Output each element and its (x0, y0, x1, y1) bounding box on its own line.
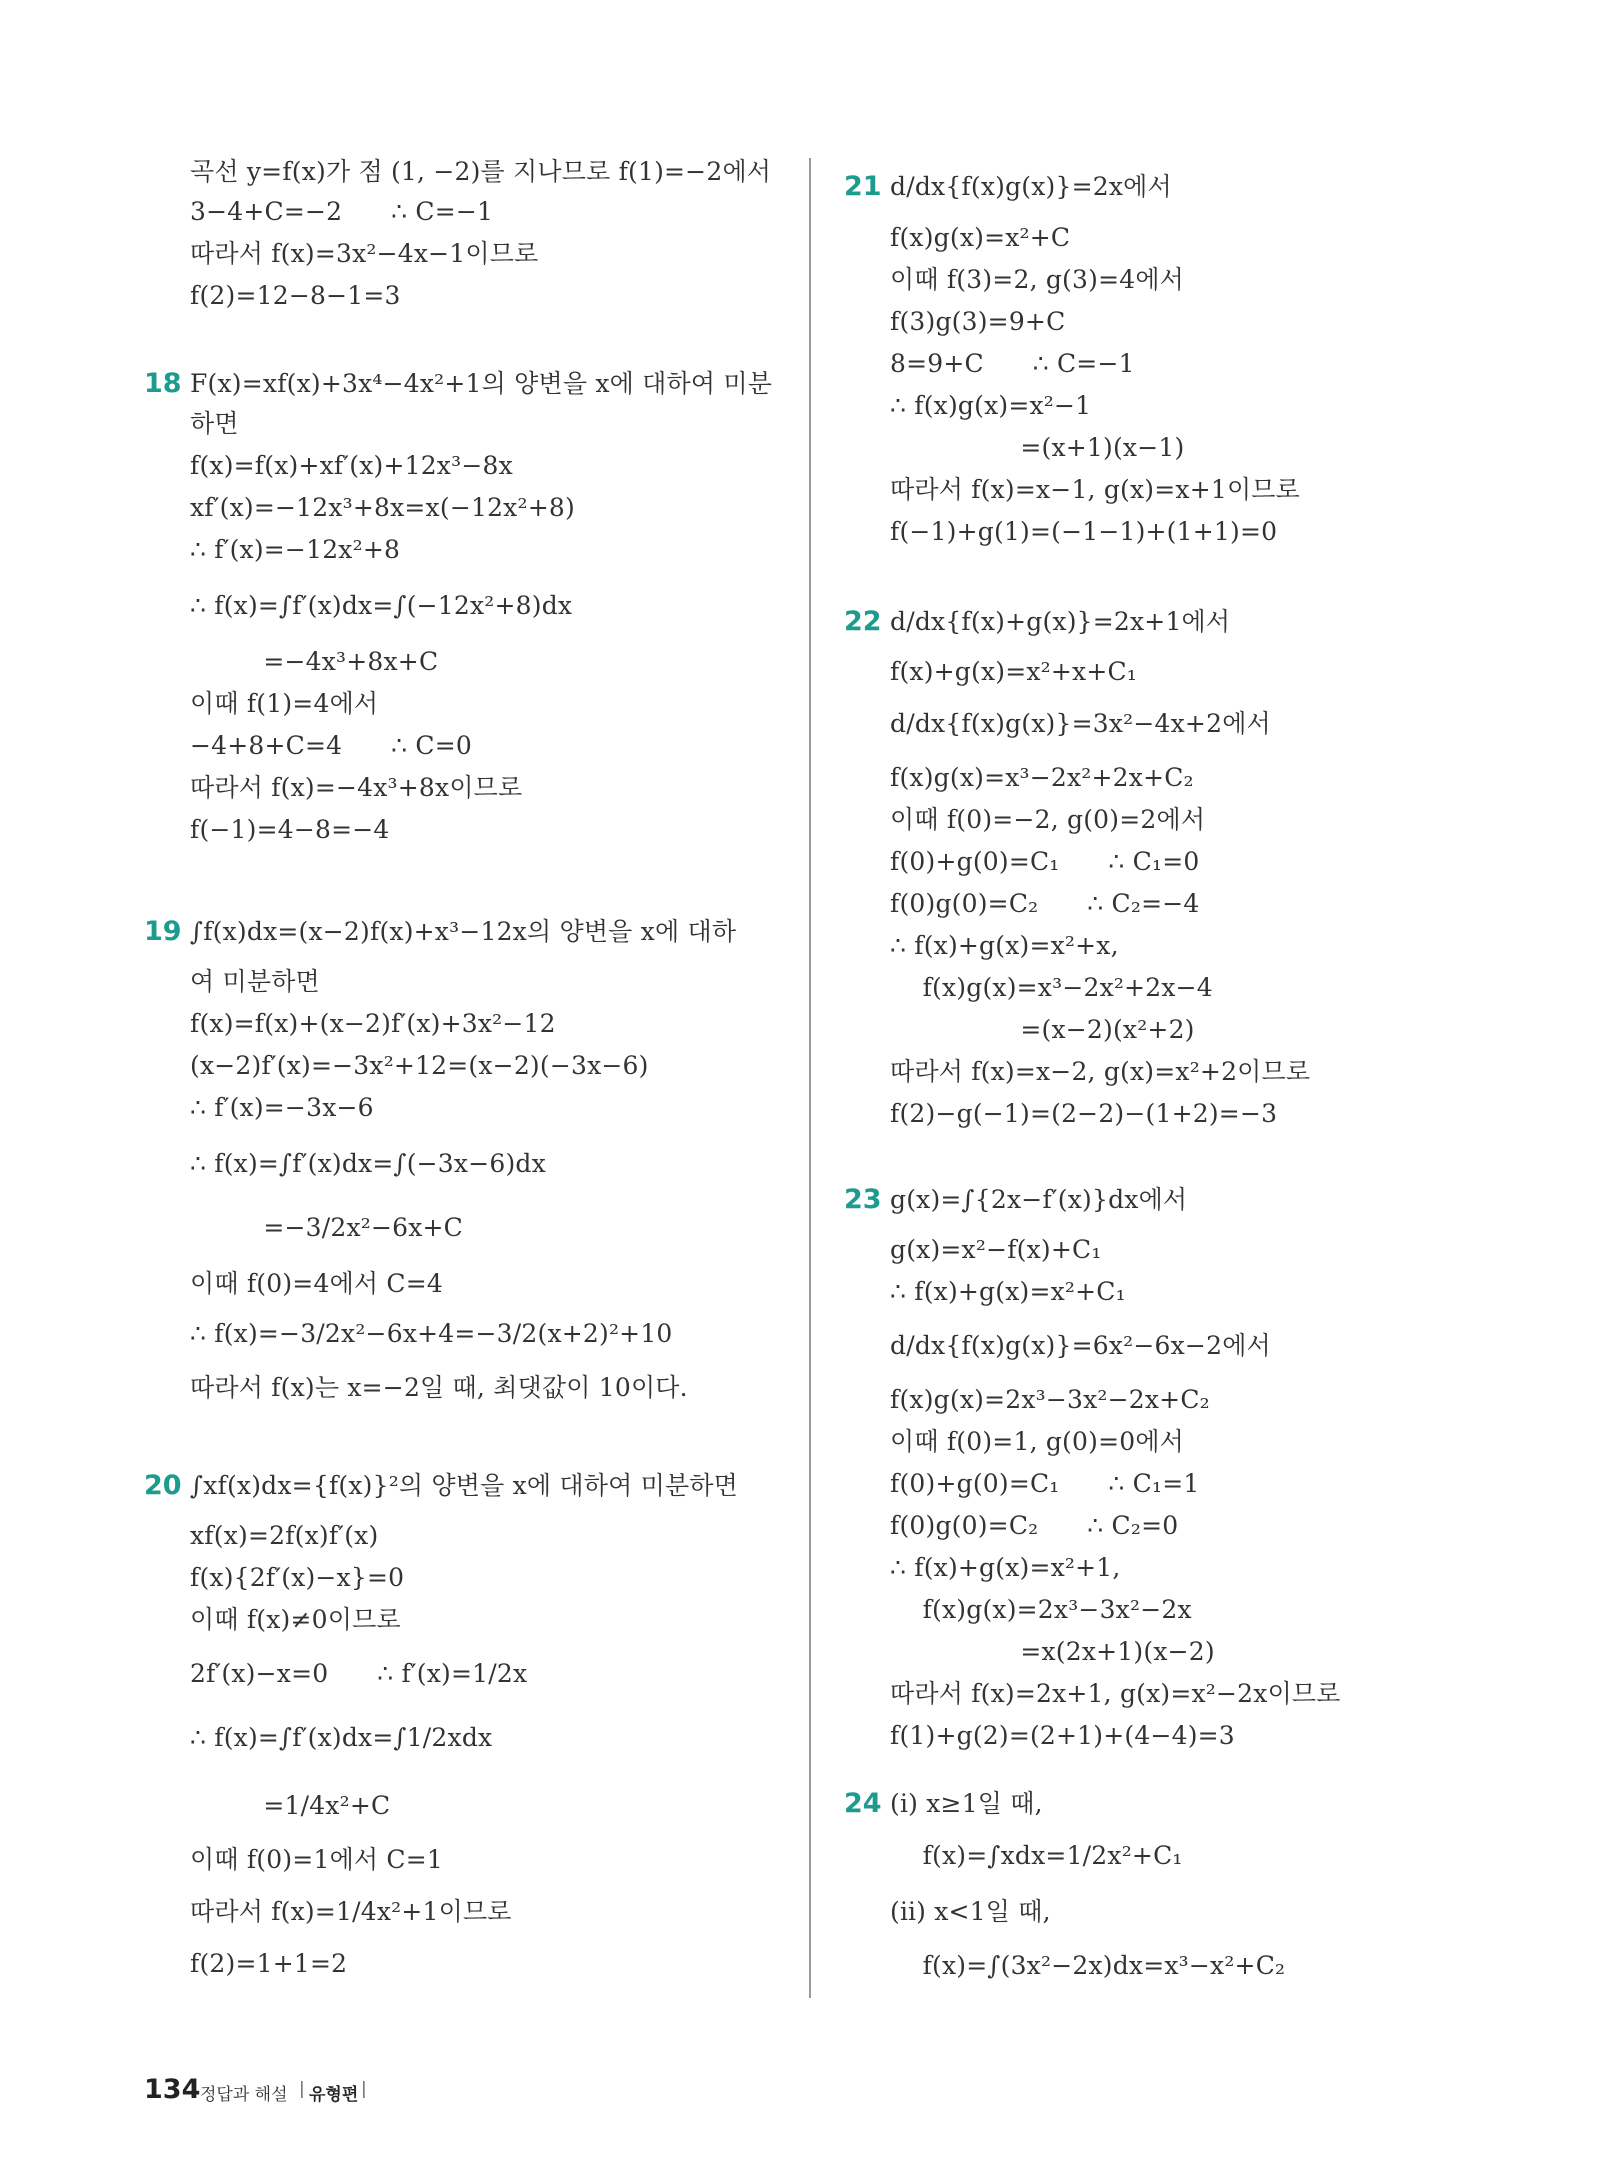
solution-line: 이때 f(x)≠0이므로 (190, 1605, 401, 1634)
solution-line: f(2)=12−8−1=3 (190, 281, 401, 310)
solution-line: f(x)g(x)=x²+C (890, 223, 1071, 252)
solution-line: f(2)=1+1=2 (190, 1949, 348, 1978)
footer-section: 유형편 (309, 2085, 359, 2105)
problem-number: 18 (144, 368, 182, 399)
solution-line: 이때 f(3)=2, g(3)=4에서 (890, 265, 1185, 294)
solution-line: 곡선 y=f(x)가 점 (1, −2)를 지나므로 f(1)=−2에서 (190, 157, 772, 186)
solution-line: 따라서 f(x)=1/4x²+1이므로 (190, 1897, 512, 1926)
page-number: 134 (144, 2074, 201, 2105)
solution-line: f(−1)+g(1)=(−1−1)+(1+1)=0 (890, 517, 1278, 546)
solution-line: ∴ f′(x)=−3x−6 (190, 1093, 374, 1122)
solution-line: f(x)+g(x)=x²+x+C₁ (890, 657, 1138, 686)
solution-line: xf′(x)=−12x³+8x=x(−12x²+8) (190, 493, 575, 522)
problem-number: 23 (844, 1184, 882, 1215)
footer-label: 정답과 해설 (200, 2085, 288, 2105)
solution-line: g(x)=x²−f(x)+C₁ (890, 1235, 1102, 1264)
solution-line: 2f′(x)−x=0 ∴ f′(x)=1/2x (190, 1659, 528, 1688)
problem-number: 22 (844, 606, 882, 637)
solution-line: f(0)g(0)=C₂ ∴ C₂=0 (890, 1511, 1179, 1540)
solution-line: 이때 f(0)=4에서 C=4 (190, 1269, 443, 1298)
solution-line: ∫f(x)dx=(x−2)f(x)+x³−12x의 양변을 x에 대하 (190, 917, 737, 946)
problem-number: 20 (144, 1470, 182, 1501)
solution-line: 이때 f(1)=4에서 (190, 689, 379, 718)
solution-line: f(x)g(x)=x³−2x²+2x−4 (890, 973, 1213, 1002)
solution-line: xf(x)=2f(x)f′(x) (190, 1521, 379, 1550)
solution-line: =−4x³+8x+C (190, 647, 439, 676)
solution-line: ∴ f(x)+g(x)=x²+1, (890, 1553, 1121, 1582)
solution-line: f(x)g(x)=2x³−3x²−2x (890, 1595, 1192, 1624)
solution-line: d/dx{f(x)g(x)}=3x²−4x+2에서 (890, 709, 1271, 738)
solution-line: ∴ f′(x)=−12x²+8 (190, 535, 401, 564)
footer-separator: | (361, 2079, 367, 2099)
column-divider (809, 158, 811, 1998)
solution-line: 따라서 f(x)=x−1, g(x)=x+1이므로 (890, 475, 1301, 504)
solution-line: =1/4x²+C (190, 1791, 391, 1820)
solution-line: d/dx{f(x)g(x)}=6x²−6x−2에서 (890, 1331, 1271, 1360)
solution-line: =x(2x+1)(x−2) (890, 1637, 1215, 1666)
solution-line: ∴ f(x)+g(x)=x²+x, (890, 931, 1119, 960)
problem-number: 19 (144, 916, 182, 947)
solution-line: =(x−2)(x²+2) (890, 1015, 1195, 1044)
solution-line: 따라서 f(x)=x−2, g(x)=x²+2이므로 (890, 1057, 1311, 1086)
solution-line: 따라서 f(x)=2x+1, g(x)=x²−2x이므로 (890, 1679, 1341, 1708)
solution-line: 따라서 f(x)는 x=−2일 때, 최댓값이 10이다. (190, 1373, 688, 1402)
solution-line: f(x)=∫xdx=1/2x²+C₁ (890, 1841, 1183, 1870)
solution-line: 이때 f(0)=1, g(0)=0에서 (890, 1427, 1185, 1456)
solution-line: ∫xf(x)dx={f(x)}²의 양변을 x에 대하여 미분하면 (190, 1471, 739, 1500)
solution-line: F(x)=xf(x)+3x⁴−4x²+1의 양변을 x에 대하여 미분 (190, 369, 773, 398)
solution-line: f(x)g(x)=2x³−3x²−2x+C₂ (890, 1385, 1210, 1414)
solution-line: ∴ f(x)=∫f′(x)dx=∫1/2xdx (190, 1723, 493, 1752)
solution-line: f(x)g(x)=x³−2x²+2x+C₂ (890, 763, 1194, 792)
solution-line: f(1)+g(2)=(2+1)+(4−4)=3 (890, 1721, 1235, 1750)
problem-number: 21 (844, 171, 882, 202)
solution-line: 따라서 f(x)=3x²−4x−1이므로 (190, 239, 539, 268)
solution-line: ∴ f(x)=∫f′(x)dx=∫(−3x−6)dx (190, 1149, 546, 1178)
solution-line: f(3)g(3)=9+C (890, 307, 1066, 336)
solution-line: d/dx{f(x)g(x)}=2x에서 (890, 172, 1172, 201)
solution-line: f(−1)=4−8=−4 (190, 815, 390, 844)
problem-number: 24 (844, 1788, 882, 1819)
solution-line: 3−4+C=−2 ∴ C=−1 (190, 197, 494, 226)
solution-line: ∴ f(x)+g(x)=x²+C₁ (890, 1277, 1126, 1306)
solution-line: f(x)=f(x)+xf′(x)+12x³−8x (190, 451, 513, 480)
solution-line: (ⅰ) x≥1일 때, (890, 1789, 1043, 1818)
solution-line: f(x)=∫(3x²−2x)dx=x³−x²+C₂ (890, 1951, 1286, 1980)
solution-line: ∴ f(x)=∫f′(x)dx=∫(−12x²+8)dx (190, 591, 573, 620)
solution-line: f(x){2f′(x)−x}=0 (190, 1563, 405, 1592)
solution-line: 이때 f(0)=−2, g(0)=2에서 (890, 805, 1206, 834)
solution-line: d/dx{f(x)+g(x)}=2x+1에서 (890, 607, 1231, 636)
footer-separator: | (299, 2079, 305, 2099)
solution-line: ∴ f(x)=−3/2x²−6x+4=−3/2(x+2)²+10 (190, 1319, 673, 1348)
solution-line: g(x)=∫{2x−f′(x)}dx에서 (890, 1185, 1188, 1214)
solution-line: f(0)g(0)=C₂ ∴ C₂=−4 (890, 889, 1200, 918)
solution-line: (x−2)f′(x)=−3x²+12=(x−2)(−3x−6) (190, 1051, 649, 1080)
solution-line: f(x)=f(x)+(x−2)f′(x)+3x²−12 (190, 1009, 556, 1038)
solution-line: 이때 f(0)=1에서 C=1 (190, 1845, 443, 1874)
solution-line: f(0)+g(0)=C₁ ∴ C₁=1 (890, 1469, 1200, 1498)
solution-line: f(0)+g(0)=C₁ ∴ C₁=0 (890, 847, 1200, 876)
solution-line: 따라서 f(x)=−4x³+8x이므로 (190, 773, 523, 802)
solution-line: =−3/2x²−6x+C (190, 1213, 463, 1242)
solution-line: 하면 (190, 409, 239, 438)
solution-line: (ⅱ) x<1일 때, (890, 1897, 1051, 1926)
solution-line: =(x+1)(x−1) (890, 433, 1185, 462)
solution-line: −4+8+C=4 ∴ C=0 (190, 731, 472, 760)
solution-line: ∴ f(x)g(x)=x²−1 (890, 391, 1092, 420)
solution-line: 여 미분하면 (190, 967, 320, 996)
solution-line: f(2)−g(−1)=(2−2)−(1+2)=−3 (890, 1099, 1278, 1128)
solution-line: 8=9+C ∴ C=−1 (890, 349, 1135, 378)
